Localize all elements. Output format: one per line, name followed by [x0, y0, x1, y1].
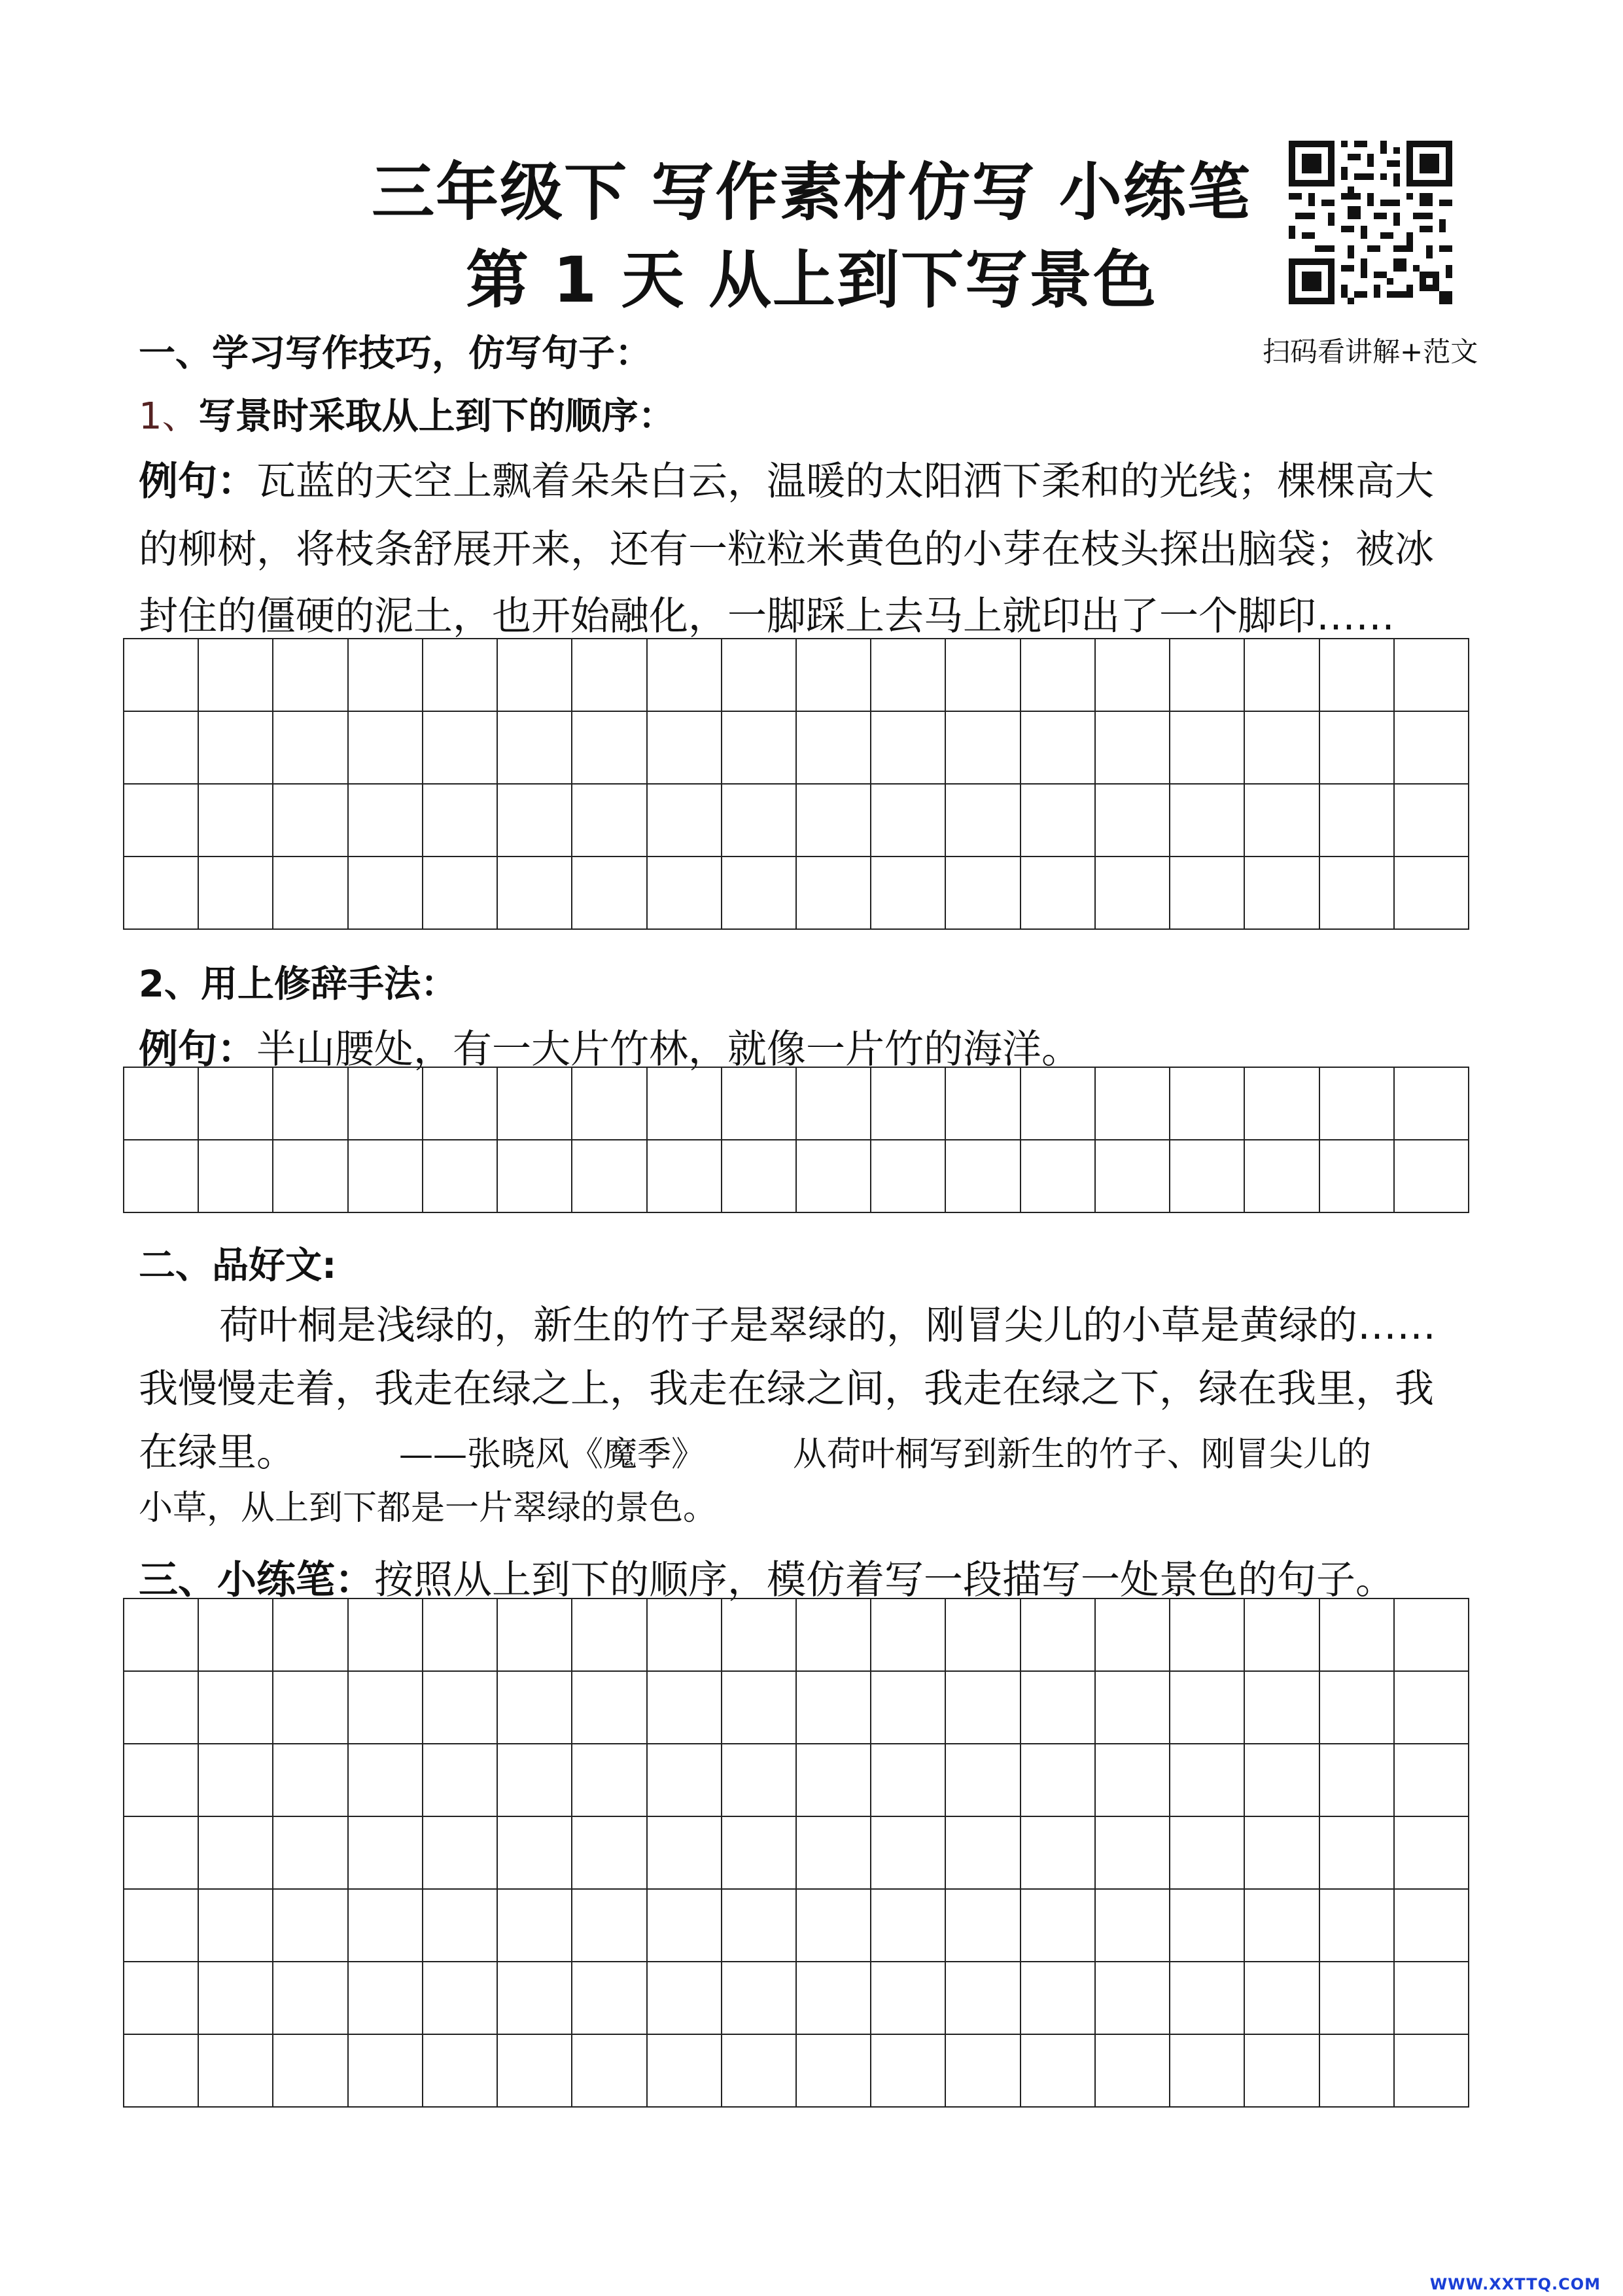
grid-cell[interactable]	[1395, 1068, 1469, 1140]
grid-cell[interactable]	[1245, 712, 1319, 785]
grid-cell[interactable]	[1245, 1672, 1319, 1744]
grid-cell[interactable]	[498, 2035, 572, 2108]
sub1-heading	[139, 387, 675, 440]
grid-cell[interactable]	[871, 785, 946, 857]
grid-cell[interactable]	[1320, 2035, 1395, 2108]
grid-cell[interactable]	[1096, 857, 1170, 930]
grid-cell[interactable]	[1096, 1599, 1170, 1672]
grid-cell[interactable]	[797, 1962, 871, 2035]
grid-cell[interactable]	[1170, 1068, 1245, 1140]
grid-cell[interactable]	[572, 712, 647, 785]
grid-cell[interactable]	[871, 1744, 946, 1817]
grid-cell[interactable]	[946, 639, 1021, 712]
writing-grid-2[interactable]	[123, 1067, 1469, 1213]
example1-line3: 封住的僵硬的泥土，也开始融化，一脚踩上去马上就印出了一个脚印……	[139, 593, 1395, 639]
grid-cell[interactable]	[572, 785, 647, 857]
writing-grid-1[interactable]	[123, 638, 1469, 930]
grid-cell[interactable]	[946, 857, 1021, 930]
grid-cell[interactable]	[124, 1672, 199, 1744]
grid-cell[interactable]	[1245, 639, 1319, 712]
grid-cell[interactable]	[797, 1140, 871, 1213]
grid-cell[interactable]	[124, 1068, 199, 1140]
grid-cell[interactable]	[1320, 712, 1395, 785]
grid-cell[interactable]	[648, 1962, 722, 2035]
grid-cell[interactable]	[946, 1068, 1021, 1140]
sub1-label: 写景时采取从上到下的顺序：	[198, 395, 675, 438]
grid-cell[interactable]	[273, 1817, 348, 1890]
footer-watermark: WWW.XXTTQ.COM	[1429, 2275, 1601, 2293]
grid-cell[interactable]	[722, 639, 797, 712]
grid-cell[interactable]	[1021, 2035, 1096, 2108]
grid-cell[interactable]	[871, 1672, 946, 1744]
grid-cell[interactable]	[1170, 1672, 1245, 1744]
grid-cell[interactable]	[946, 712, 1021, 785]
grid-cell[interactable]	[1021, 1744, 1096, 1817]
grid-cell[interactable]	[124, 1890, 199, 1962]
grid-cell[interactable]	[572, 639, 647, 712]
grid-cell[interactable]	[572, 1672, 647, 1744]
qr-caption: 扫码看讲解+范文	[1263, 336, 1478, 368]
grid-cell[interactable]	[1096, 1068, 1170, 1140]
grid-cell[interactable]	[1395, 2035, 1469, 2108]
grid-cell[interactable]	[572, 1962, 647, 2035]
grid-cell[interactable]	[1170, 1140, 1245, 1213]
grid-cell[interactable]	[1096, 1962, 1170, 2035]
grid-cell[interactable]	[871, 1817, 946, 1890]
grid-cell[interactable]	[1096, 1817, 1170, 1890]
grid-cell[interactable]	[199, 639, 273, 712]
grid-cell[interactable]	[498, 1599, 572, 1672]
grid-cell[interactable]	[273, 1962, 348, 2035]
grid-cell[interactable]	[273, 1890, 348, 1962]
grid-cell[interactable]	[871, 2035, 946, 2108]
grid-cell[interactable]	[946, 785, 1021, 857]
grid-cell[interactable]	[124, 1140, 199, 1213]
grid-cell[interactable]	[498, 712, 572, 785]
grid-cell[interactable]	[349, 1817, 423, 1890]
grid-cell[interactable]	[1021, 1817, 1096, 1890]
grid-cell[interactable]	[1245, 1962, 1319, 2035]
grid-cell[interactable]	[124, 785, 199, 857]
grid-cell[interactable]	[797, 712, 871, 785]
grid-cell[interactable]	[797, 1672, 871, 1744]
grid-cell[interactable]	[572, 857, 647, 930]
grid-cell[interactable]	[124, 712, 199, 785]
grid-cell[interactable]	[273, 2035, 348, 2108]
grid-cell[interactable]	[871, 639, 946, 712]
grid-cell[interactable]	[498, 785, 572, 857]
grid-cell[interactable]	[349, 2035, 423, 2108]
grid-cell[interactable]	[423, 2035, 498, 2108]
grid-cell[interactable]	[199, 857, 273, 930]
grid-cell[interactable]	[797, 1817, 871, 1890]
grid-cell[interactable]	[1170, 785, 1245, 857]
grid-cell[interactable]	[572, 2035, 647, 2108]
grid-cell[interactable]	[572, 1890, 647, 1962]
grid-cell[interactable]	[648, 785, 722, 857]
grid-cell[interactable]	[1021, 712, 1096, 785]
grid-cell[interactable]	[572, 1140, 647, 1213]
example1-text-1: 瓦蓝的天空上飘着朵朵白云，温暖的太阳洒下柔和的光线；棵棵高大	[256, 459, 1434, 504]
grid-cell[interactable]	[199, 1817, 273, 1890]
section3-heading: 三、小练笔：	[139, 1557, 374, 1603]
grid-cell[interactable]	[423, 1817, 498, 1890]
grid-cell[interactable]	[1096, 1744, 1170, 1817]
grid-cell[interactable]	[946, 1890, 1021, 1962]
grid-cell[interactable]	[1320, 857, 1395, 930]
grid-cell[interactable]	[648, 2035, 722, 2108]
grid-cell[interactable]	[199, 785, 273, 857]
grid-cell[interactable]	[871, 1140, 946, 1213]
grid-cell[interactable]	[1395, 1962, 1469, 2035]
grid-cell[interactable]	[1170, 1744, 1245, 1817]
grid-cell[interactable]	[722, 712, 797, 785]
grid-cell[interactable]	[1320, 1890, 1395, 1962]
grid-cell[interactable]	[1170, 639, 1245, 712]
grid-cell[interactable]	[1021, 639, 1096, 712]
grid-cell[interactable]	[199, 1672, 273, 1744]
grid-cell[interactable]	[648, 1068, 722, 1140]
grid-cell[interactable]	[1170, 1890, 1245, 1962]
grid-cell[interactable]	[1395, 639, 1469, 712]
grid-cell[interactable]	[871, 1068, 946, 1140]
grid-cell[interactable]	[1395, 1744, 1469, 1817]
grid-cell[interactable]	[1320, 1599, 1395, 1672]
grid-cell[interactable]	[1021, 1672, 1096, 1744]
grid-cell[interactable]	[722, 1599, 797, 1672]
grid-cell[interactable]	[199, 1744, 273, 1817]
grid-cell[interactable]	[1320, 639, 1395, 712]
grid-cell[interactable]	[124, 1744, 199, 1817]
passage-comment-line2: 小草，从上到下都是一片翠绿的景色。	[139, 1489, 718, 1528]
grid-cell[interactable]	[722, 1744, 797, 1817]
grid-cell[interactable]	[273, 1140, 348, 1213]
grid-cell[interactable]	[1245, 1817, 1319, 1890]
grid-cell[interactable]	[1395, 1140, 1469, 1213]
grid-cell[interactable]	[1170, 2035, 1245, 2108]
grid-cell[interactable]	[199, 1962, 273, 2035]
grid-cell[interactable]	[1170, 712, 1245, 785]
grid-cell[interactable]	[1021, 1068, 1096, 1140]
grid-cell[interactable]	[423, 1068, 498, 1140]
grid-cell[interactable]	[199, 1599, 273, 1672]
grid-cell[interactable]	[1245, 785, 1319, 857]
grid-cell[interactable]	[349, 785, 423, 857]
example2-text: 半山腰处，有一大片竹林，就像一片竹的海洋。	[256, 1027, 1081, 1072]
passage-comment-line1: 从荷叶桐写到新生的竹子、刚冒尖儿的	[793, 1435, 1372, 1474]
grid-cell[interactable]	[1096, 1672, 1170, 1744]
grid-cell[interactable]	[124, 1599, 199, 1672]
page-title: 三年级下 写作素材仿写 小练笔	[372, 156, 1251, 229]
grid-cell[interactable]	[648, 1744, 722, 1817]
grid-cell[interactable]	[1245, 1068, 1319, 1140]
grid-cell[interactable]	[1320, 1817, 1395, 1890]
grid-cell[interactable]	[349, 1068, 423, 1140]
grid-cell[interactable]	[1021, 1890, 1096, 1962]
grid-cell[interactable]	[871, 1599, 946, 1672]
grid-cell[interactable]	[1245, 1890, 1319, 1962]
grid-cell[interactable]	[423, 639, 498, 712]
grid-cell[interactable]	[648, 639, 722, 712]
example2-label: 例句：	[139, 1027, 256, 1072]
grid-cell[interactable]	[273, 1068, 348, 1140]
grid-cell[interactable]	[124, 639, 199, 712]
grid-cell[interactable]	[498, 1962, 572, 2035]
grid-cell[interactable]	[797, 1068, 871, 1140]
grid-cell[interactable]	[349, 1744, 423, 1817]
grid-cell[interactable]	[946, 1744, 1021, 1817]
grid-cell[interactable]	[1170, 1599, 1245, 1672]
grid-cell[interactable]	[273, 639, 348, 712]
grid-cell[interactable]	[1395, 1890, 1469, 1962]
grid-cell[interactable]	[648, 857, 722, 930]
grid-cell[interactable]	[722, 1890, 797, 1962]
grid-cell[interactable]	[1170, 1962, 1245, 2035]
grid-cell[interactable]	[273, 1599, 348, 1672]
grid-cell[interactable]	[871, 857, 946, 930]
grid-cell[interactable]	[498, 1140, 572, 1213]
grid-cell[interactable]	[797, 2035, 871, 2108]
grid-cell[interactable]	[871, 712, 946, 785]
writing-grid-3[interactable]	[123, 1598, 1469, 2108]
grid-cell[interactable]	[423, 712, 498, 785]
grid-cell[interactable]	[498, 1672, 572, 1744]
section2-heading: 二、品好文:	[139, 1245, 337, 1287]
qr-code-icon	[1289, 141, 1452, 304]
grid-cell[interactable]	[199, 1890, 273, 1962]
grid-cell[interactable]	[648, 1890, 722, 1962]
grid-cell[interactable]	[946, 2035, 1021, 2108]
grid-cell[interactable]	[722, 785, 797, 857]
grid-cell[interactable]	[1245, 1744, 1319, 1817]
grid-cell[interactable]	[1320, 785, 1395, 857]
passage-line2: 我慢慢走着，我走在绿之上，我走在绿之间，我走在绿之下，绿在我里，我	[139, 1366, 1434, 1412]
grid-cell[interactable]	[1021, 1599, 1096, 1672]
grid-cell[interactable]	[498, 1817, 572, 1890]
grid-cell[interactable]	[1245, 2035, 1319, 2108]
grid-cell[interactable]	[1395, 857, 1469, 930]
example1-label: 例句：	[139, 459, 256, 504]
grid-cell[interactable]	[1320, 1672, 1395, 1744]
grid-cell[interactable]	[797, 1744, 871, 1817]
grid-cell[interactable]	[199, 712, 273, 785]
grid-cell[interactable]	[1021, 857, 1096, 930]
grid-cell[interactable]	[423, 1599, 498, 1672]
page-subtitle: 第 1 天 从上到下写景色	[465, 243, 1158, 317]
grid-cell[interactable]	[797, 1890, 871, 1962]
grid-cell[interactable]	[423, 785, 498, 857]
example1-line2: 的柳树，将枝条舒展开来，还有一粒粒米黄色的小芽在枝头探出脑袋；被冰	[139, 527, 1434, 573]
grid-cell[interactable]	[797, 639, 871, 712]
grid-cell[interactable]	[423, 1962, 498, 2035]
passage-line3: 在绿里。	[139, 1430, 296, 1475]
grid-cell[interactable]	[199, 1068, 273, 1140]
sub1-number: 1、	[139, 395, 199, 438]
grid-cell[interactable]	[498, 857, 572, 930]
grid-cell[interactable]	[572, 1599, 647, 1672]
grid-cell[interactable]	[199, 1140, 273, 1213]
grid-cell[interactable]	[572, 1817, 647, 1890]
grid-cell[interactable]	[946, 1962, 1021, 2035]
grid-cell[interactable]	[1096, 2035, 1170, 2108]
grid-cell[interactable]	[946, 1599, 1021, 1672]
grid-cell[interactable]	[1395, 1672, 1469, 1744]
grid-cell[interactable]	[349, 857, 423, 930]
grid-cell[interactable]	[423, 1140, 498, 1213]
grid-cell[interactable]	[1096, 639, 1170, 712]
grid-cell[interactable]	[648, 1817, 722, 1890]
grid-cell[interactable]	[1096, 712, 1170, 785]
grid-cell[interactable]	[1320, 1744, 1395, 1817]
passage-attribution: ——张晓风《魔季》	[399, 1435, 706, 1474]
grid-cell[interactable]	[1170, 857, 1245, 930]
grid-cell[interactable]	[1096, 1890, 1170, 1962]
grid-cell[interactable]	[1395, 712, 1469, 785]
grid-cell[interactable]	[423, 857, 498, 930]
grid-cell[interactable]	[273, 857, 348, 930]
grid-cell[interactable]	[722, 1962, 797, 2035]
grid-cell[interactable]	[1320, 1962, 1395, 2035]
grid-cell[interactable]	[1320, 1068, 1395, 1140]
grid-cell[interactable]	[797, 1599, 871, 1672]
grid-cell[interactable]	[797, 857, 871, 930]
grid-cell[interactable]	[349, 1599, 423, 1672]
passage-line1: 荷叶桐是浅绿的，新生的竹子是翠绿的，刚冒尖儿的小草是黄绿的……	[219, 1303, 1436, 1349]
grid-cell[interactable]	[423, 1744, 498, 1817]
grid-cell[interactable]	[1395, 1599, 1469, 1672]
grid-cell[interactable]	[1096, 785, 1170, 857]
grid-cell[interactable]	[722, 1672, 797, 1744]
grid-cell[interactable]	[273, 1744, 348, 1817]
grid-cell[interactable]	[722, 1068, 797, 1140]
grid-cell[interactable]	[273, 712, 348, 785]
grid-cell[interactable]	[572, 1744, 647, 1817]
grid-cell[interactable]	[1021, 1962, 1096, 2035]
grid-cell[interactable]	[349, 639, 423, 712]
section1-heading: 一、学习写作技巧，仿写句子：	[139, 332, 652, 375]
example1-line1	[139, 450, 1434, 506]
grid-cell[interactable]	[498, 639, 572, 712]
grid-cell[interactable]	[722, 1817, 797, 1890]
grid-cell[interactable]	[871, 1890, 946, 1962]
grid-cell[interactable]	[273, 785, 348, 857]
grid-cell[interactable]	[498, 1068, 572, 1140]
grid-cell[interactable]	[946, 1672, 1021, 1744]
grid-cell[interactable]	[648, 1672, 722, 1744]
grid-cell[interactable]	[1245, 857, 1319, 930]
section3-instruction: 按照从上到下的顺序，模仿着写一段描写一处景色的句子。	[374, 1557, 1395, 1603]
grid-cell[interactable]	[124, 2035, 199, 2108]
grid-cell[interactable]	[498, 1744, 572, 1817]
grid-cell[interactable]	[946, 1817, 1021, 1890]
grid-cell[interactable]	[124, 857, 199, 930]
grid-cell[interactable]	[722, 1140, 797, 1213]
grid-cell[interactable]	[1320, 1140, 1395, 1213]
grid-cell[interactable]	[648, 1599, 722, 1672]
grid-cell[interactable]	[349, 1672, 423, 1744]
grid-cell[interactable]	[349, 1140, 423, 1213]
grid-cell[interactable]	[946, 1140, 1021, 1213]
grid-cell[interactable]	[722, 2035, 797, 2108]
grid-cell[interactable]	[349, 1962, 423, 2035]
grid-cell[interactable]	[1021, 785, 1096, 857]
grid-cell[interactable]	[1395, 785, 1469, 857]
grid-cell[interactable]	[648, 1140, 722, 1213]
section3-line	[139, 1549, 1395, 1605]
grid-cell[interactable]	[498, 1890, 572, 1962]
grid-cell[interactable]	[273, 1672, 348, 1744]
grid-cell[interactable]	[124, 1962, 199, 2035]
grid-cell[interactable]	[124, 1817, 199, 1890]
grid-cell[interactable]	[423, 1890, 498, 1962]
grid-cell[interactable]	[349, 1890, 423, 1962]
grid-cell[interactable]	[1245, 1599, 1319, 1672]
grid-cell[interactable]	[199, 2035, 273, 2108]
sub2-heading: 2、用上修辞手法：	[139, 963, 457, 1006]
grid-cell[interactable]	[1170, 1817, 1245, 1890]
grid-cell[interactable]	[349, 712, 423, 785]
qr-code[interactable]	[1289, 141, 1452, 304]
grid-cell[interactable]	[797, 785, 871, 857]
grid-cell[interactable]	[648, 712, 722, 785]
grid-cell[interactable]	[1245, 1140, 1319, 1213]
grid-cell[interactable]	[423, 1672, 498, 1744]
grid-cell[interactable]	[572, 1068, 647, 1140]
grid-cell[interactable]	[1096, 1140, 1170, 1213]
grid-cell[interactable]	[871, 1962, 946, 2035]
grid-cell[interactable]	[1395, 1817, 1469, 1890]
grid-cell[interactable]	[1021, 1140, 1096, 1213]
grid-cell[interactable]	[722, 857, 797, 930]
